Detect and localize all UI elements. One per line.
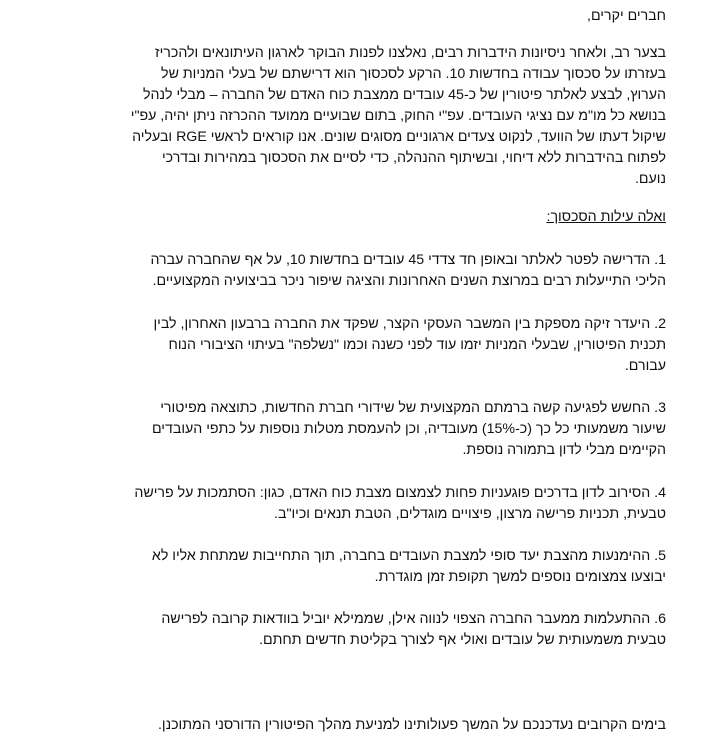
list-item: 2. היעדר זיקה מספקת בין המשבר העסקי הקצר, שפקד את החברה ברבעון האחרון, לבין תכנית הפיטורין, שבעלי המניות יזמו עוד לפני כשנה וכמו "נשלפה" בעיתוי הציבורי הנוח עבורם. (153, 316, 666, 374)
closing-paragraph: בימים הקרובים נעדכנכם על המשך פעולותינו למניעת מהלך הפיטורין הדורסני המתוכנן. (157, 717, 666, 733)
greeting: חברים יקרים, (587, 8, 666, 24)
list-item: 1. הדרישה לפטר לאלתר ובאופן חד צדדי 45 עובדים בחדשות 10, על אף שהחברה עברה הליכי התייעלות רבים במרוצת השנים האחרונות והציגה שיפור ניכר בביצועיה המקצועיים. (150, 252, 666, 289)
list-item: 4. הסירוב לדון בדרכים פוגעניות פחות לצמצום מצבת כוח האדם, כגון: הסתמכות על פרישה טבעית, תכניות פרישה מרצון, פיצויים מוגדלים, הטבת תנאים וכיו"ב. (134, 485, 666, 522)
intro-paragraph: בצער רב, ולאחר ניסיונות הידברות רבים, נאלצנו לפנות הבוקר לארגון העיתונאים ולהכריז בעזרתו על סכסוך עבודה בחדשות 10. הרקע לסכסוך הוא דרישתם של בעלי המניות של הערוץ, לבצע לאלתר פיטורין של כ-45 עובדים ממצבת כוח האדם של החברה – מבלי לנהל בנושא כל מו"מ עם נציגי העובדים. עפ"י החוק, בתום שבועיים ממועד ההכרזה ניתן יהיה, עפ"י שיקול דעתו של הוועד, לנקוט צעדים ארגוניים מסוגים שונים. אנו קוראים לראשי RGE ובעליה לפתוח בהידברות ללא דיחוי, ובשיתוף ההנהלה, כדי לסיים את הסכסוך במהירות ובדרכי נועם. (130, 45, 666, 187)
list-item: 5. ההימנעות מהצבת יעד סופי למצבת העובדים בחברה, תוך התחייבות שמתחת אליו לא יבוצעו צמצומים נוספים למשך תקופת זמן מוגדרת. (151, 548, 666, 585)
grounds-heading: ואלה עילות הסכסוך: (546, 209, 666, 225)
list-item: 6. ההתעלמות ממעבר החברה הצפוי לנווה אילן, שממילא יוביל בוודאות קרובה לפרישה טבעית משמעותית של עובדים ואולי אף לצורך בקליטת חדשים תחתם. (161, 611, 666, 648)
list-item: 3. החשש לפגיעה קשה ברמתם המקצועית של שידורי חברת החדשות, כתוצאה מפיטורי שיעור משמעותי כל כך (כ-15%) מעובדיה, וכן להעמסת מטלות נוספות על כתפי העובדים הקיימים מבלי לדון בתמורה נוספת. (151, 400, 666, 458)
